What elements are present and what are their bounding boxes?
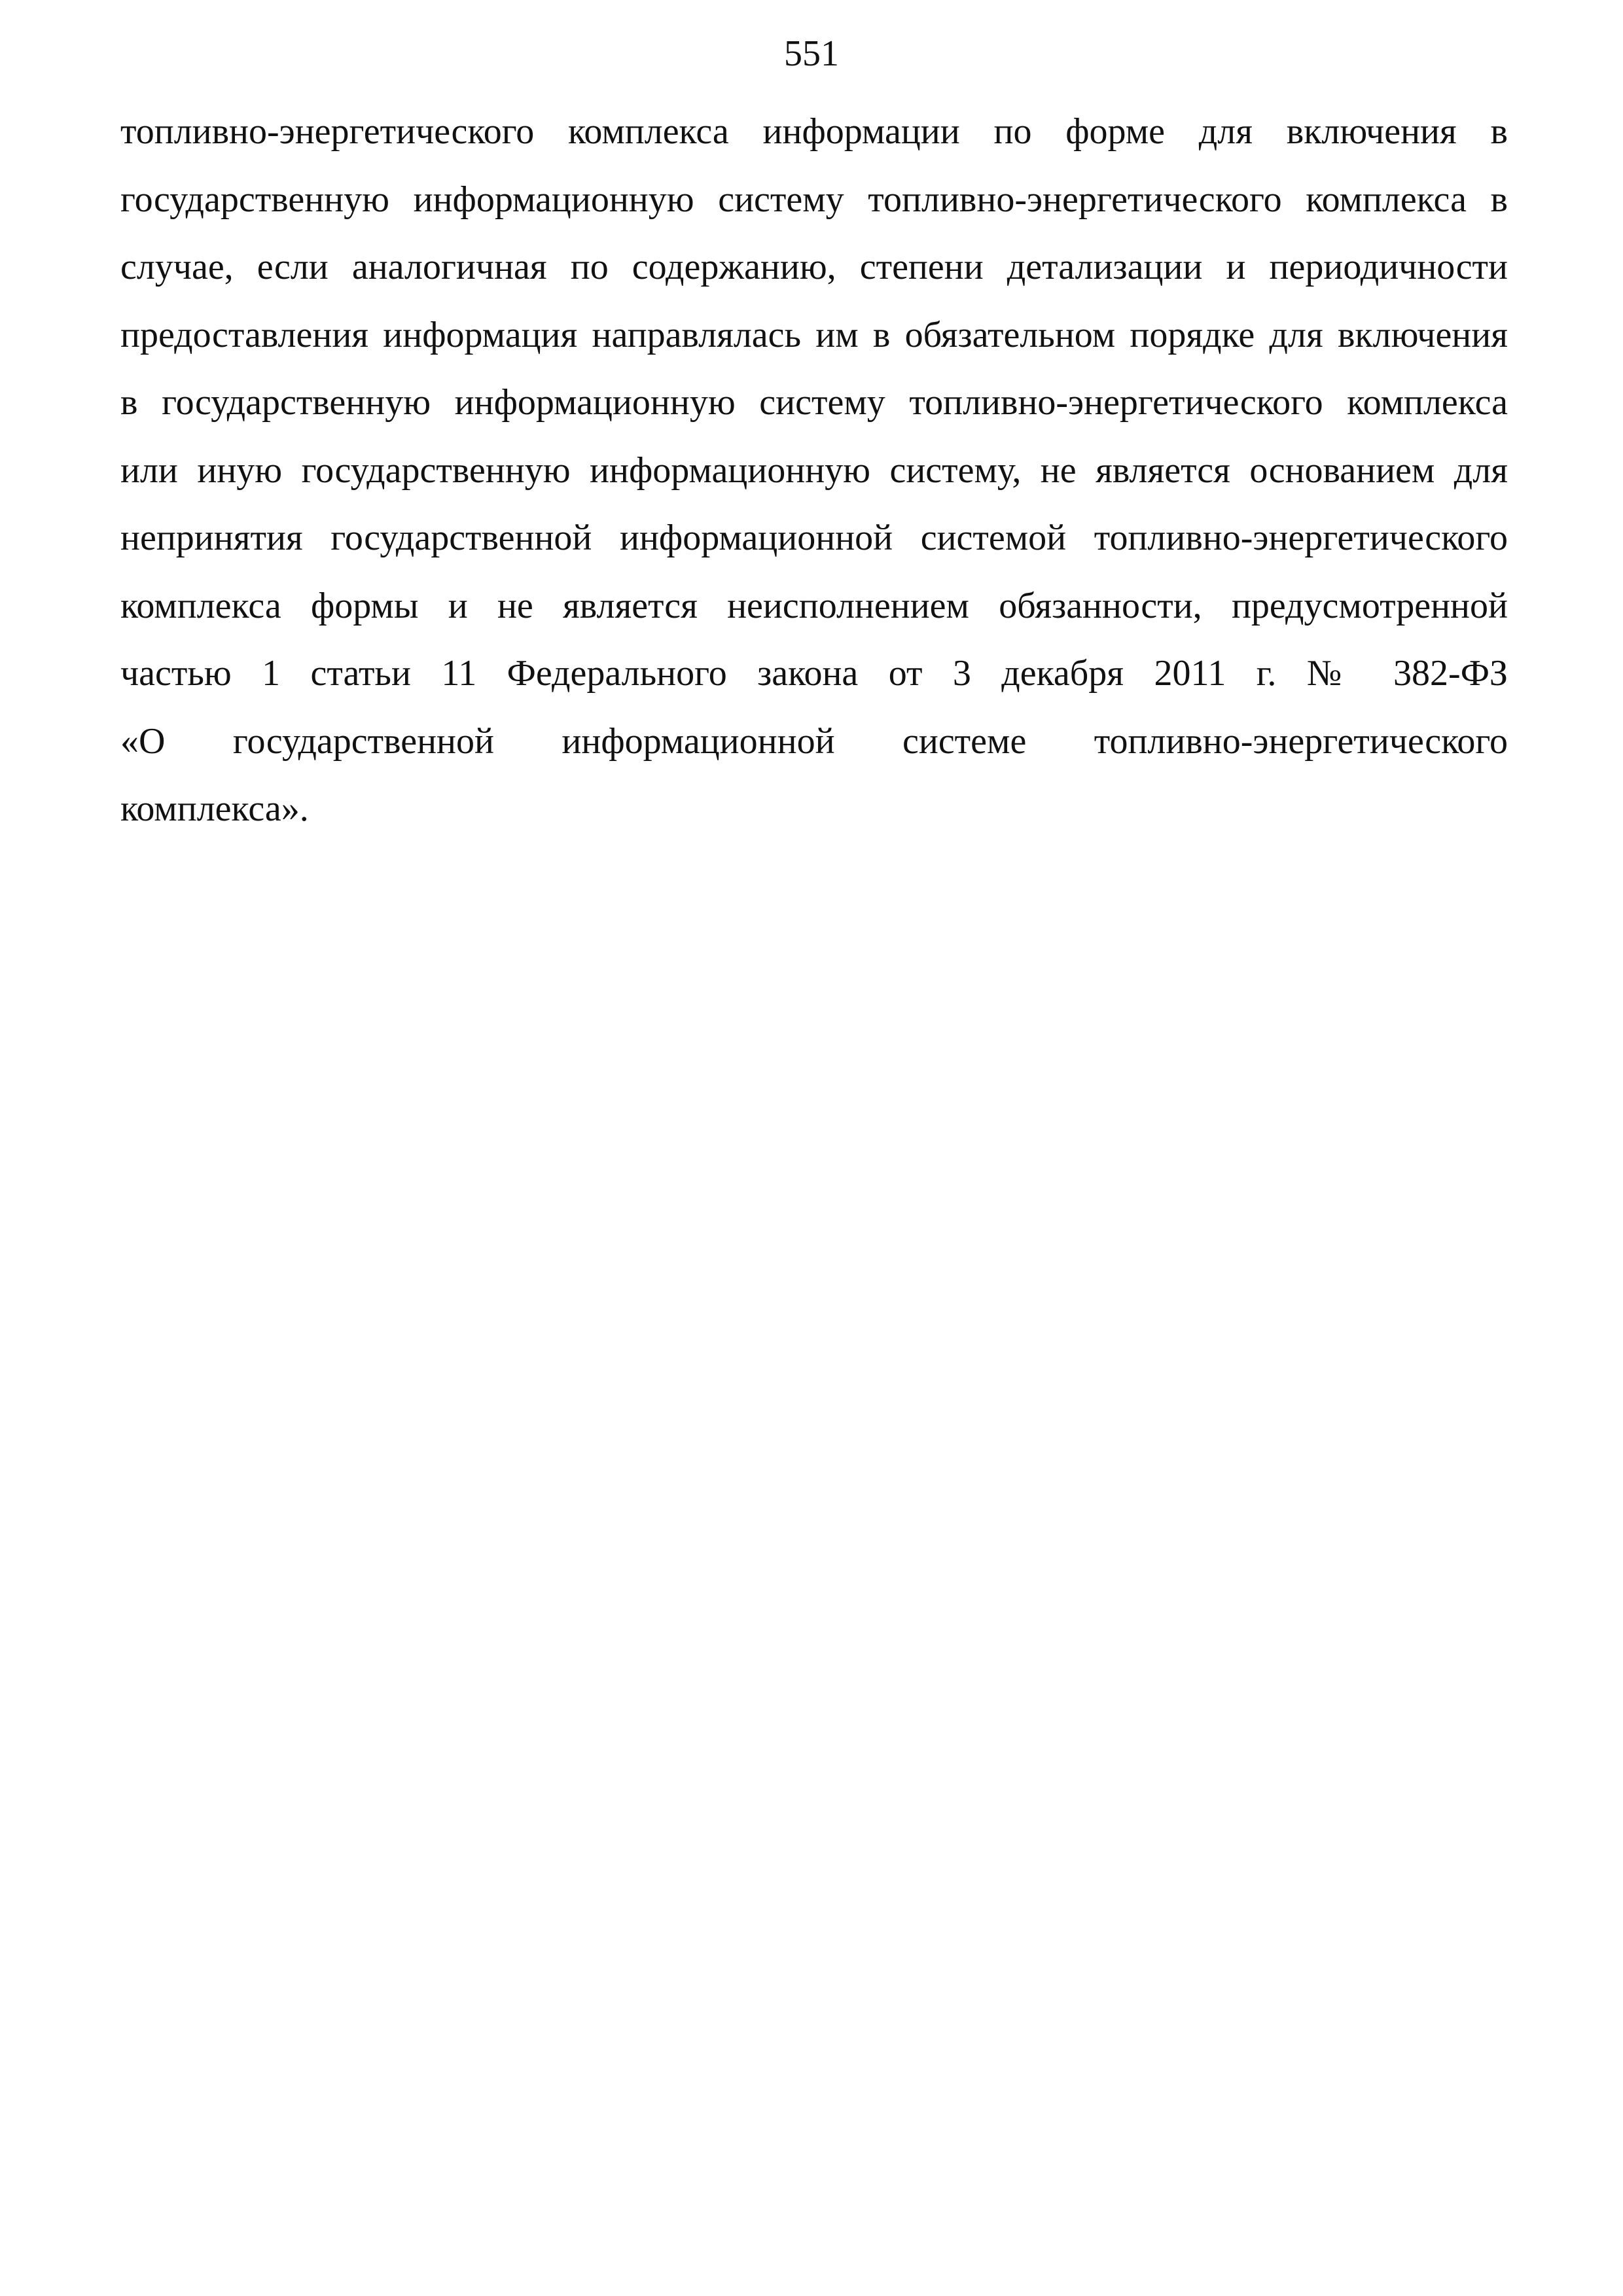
text-line-4: предоставления информация направлялась им в обязательном порядке для включения bbox=[120, 314, 1508, 355]
text-line-8: комплекса формы и не является неисполнением обязанности, предусмотренной bbox=[120, 585, 1508, 626]
text-line-6: или иную государственную информационную систему, не является основанием для bbox=[120, 450, 1508, 491]
body-paragraph bbox=[120, 98, 1508, 843]
text-line-1: топливно-энергетического комплекса информации по форме для включения в bbox=[120, 111, 1508, 152]
text-line-3: случае, если аналогичная по содержанию, степени детализации и периодичности bbox=[120, 247, 1508, 287]
page-number: 551 bbox=[784, 33, 839, 74]
text-line-2: государственную информационную систему топливно-энергетического комплекса в bbox=[120, 179, 1508, 220]
text-line-5: в государственную информационную систему топливно-энергетического комплекса bbox=[120, 382, 1508, 423]
text-line-10: «О государственной информационной системе топливно-энергетического bbox=[120, 720, 1508, 762]
text-line-9: частью 1 статьи 11 Федерального закона от 3 декабря 2011 г. № 382-ФЗ bbox=[120, 653, 1508, 694]
text-line-11: комплекса». bbox=[120, 788, 309, 829]
text-line-7: непринятия государственной информационной системой топливно-энергетического bbox=[120, 518, 1508, 558]
